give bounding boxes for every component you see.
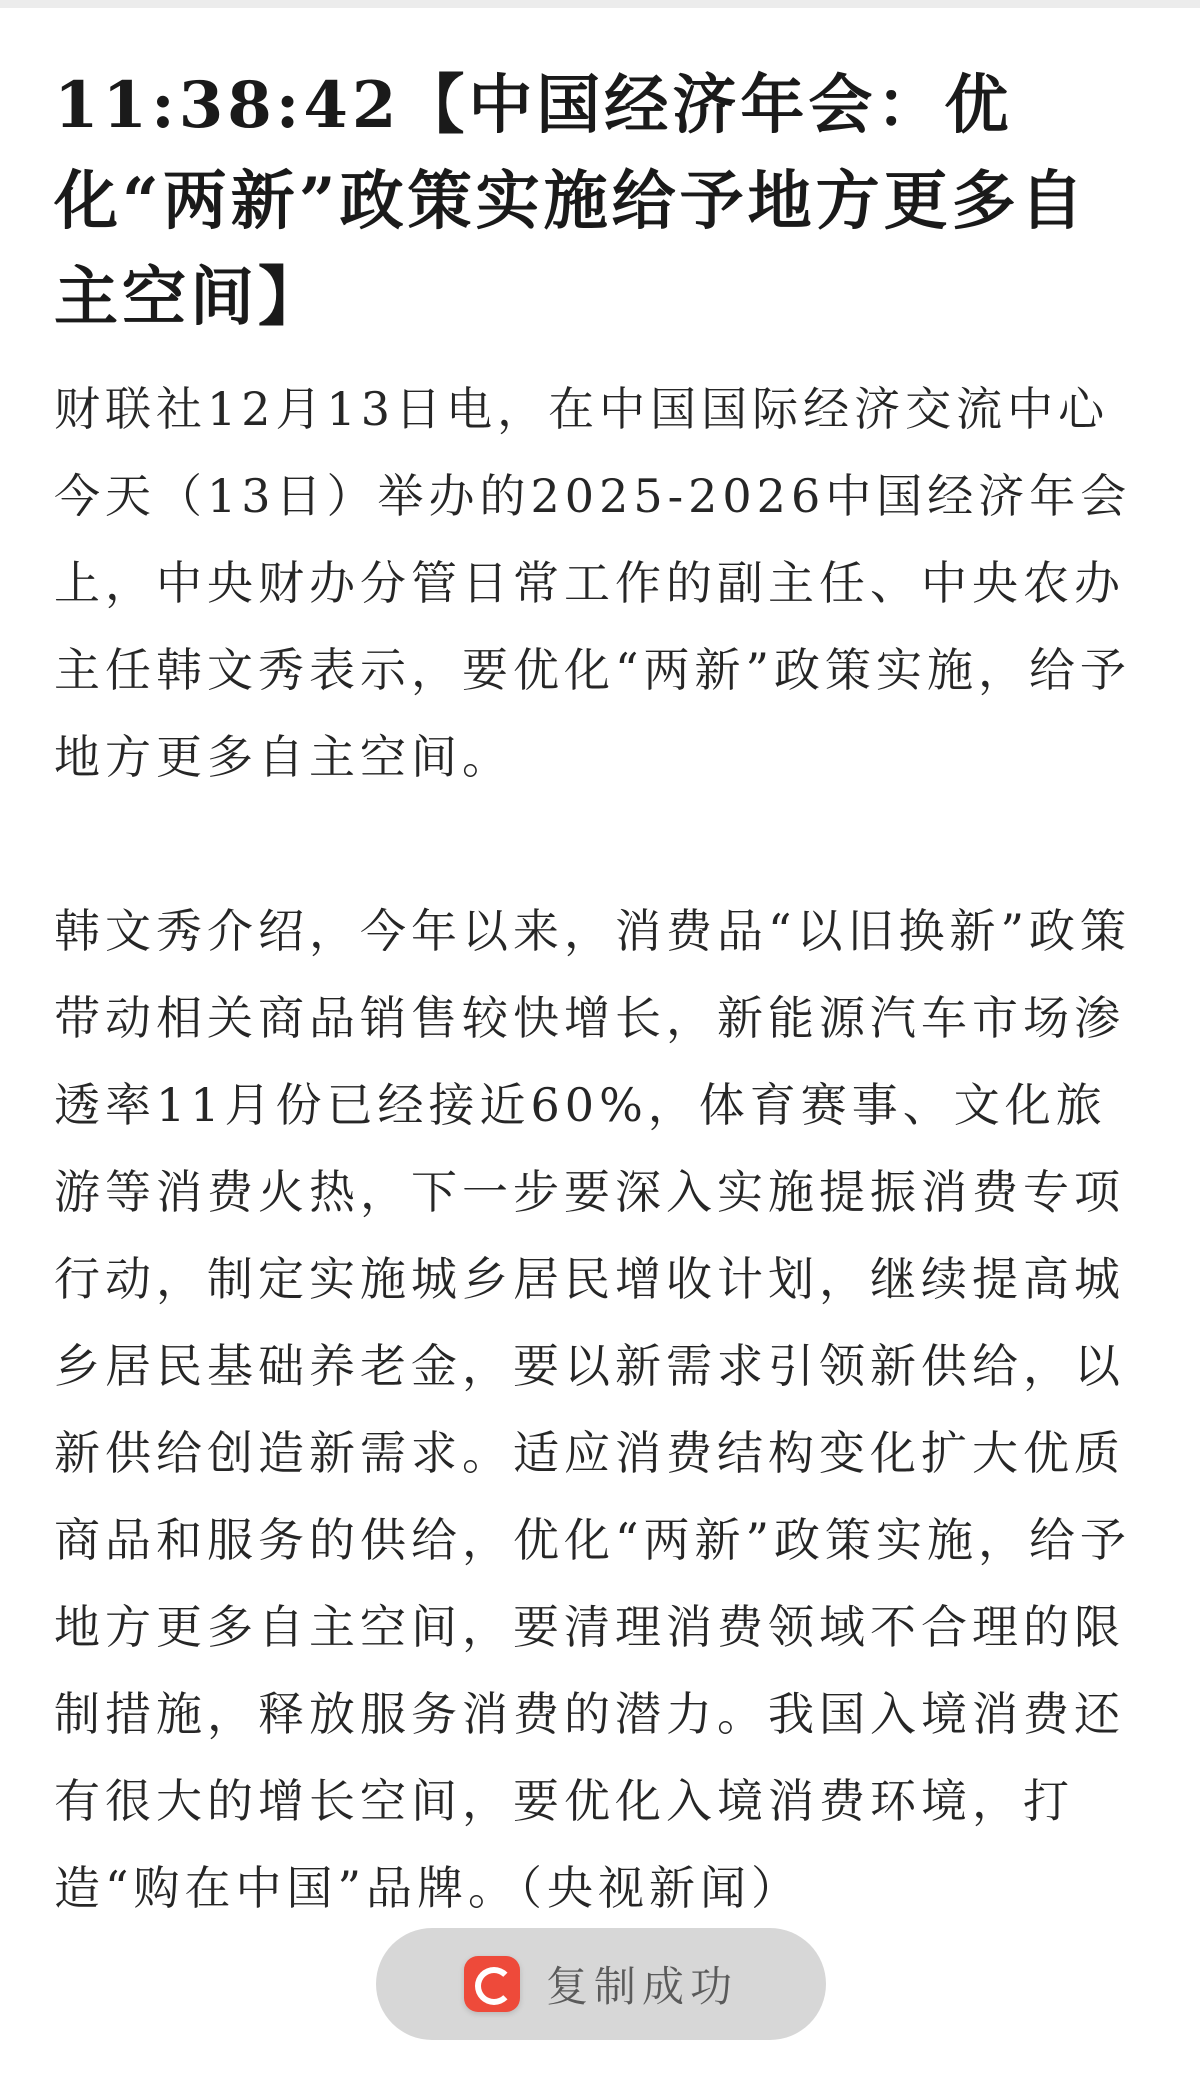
article-paragraph-1: 财联社12月13日电，在中国国际经济交流中心今天（13日）举办的2025-2026中国经济年会上，中央财办分管日常工作的副主任、中央农办主任韩文秀表示，要优化“两新”政策实施，给予地方更多自主空间。 [54, 382, 1132, 784]
app-logo-icon [464, 1956, 520, 2012]
copy-success-toast [376, 1928, 826, 2040]
top-divider [0, 0, 1200, 8]
article-paragraph-2: 韩文秀介绍，今年以来，消费品“以旧换新”政策带动相关商品销售较快增长，新能源汽车市场渗透率11月份已经接近60%，体育赛事、文化旅游等消费火热，下一步要深入实施提振消费专项行动，制定实施城乡居民增收计划，继续提高城乡居民基础养老金，要以新需求引领新供给，以新供给创造新需求。适应消费结构变化扩大优质商品和服务的供给，优化“两新”政策实施，给予地方更多自主空间，要清理消费领域不合理的限制措施，释放服务消费的潜力。我国入境消费还有很大的增长空间，要优化入境消费环境，打造“购在中国”品牌。（央视新闻） [54, 904, 1132, 1915]
toast-message: 复制成功 [545, 1962, 738, 2011]
article-body [54, 58, 1134, 1932]
article-headline: 11:38:42【中国经济年会：优化“两新”政策实施给予地方更多自主空间】 [54, 68, 1088, 335]
